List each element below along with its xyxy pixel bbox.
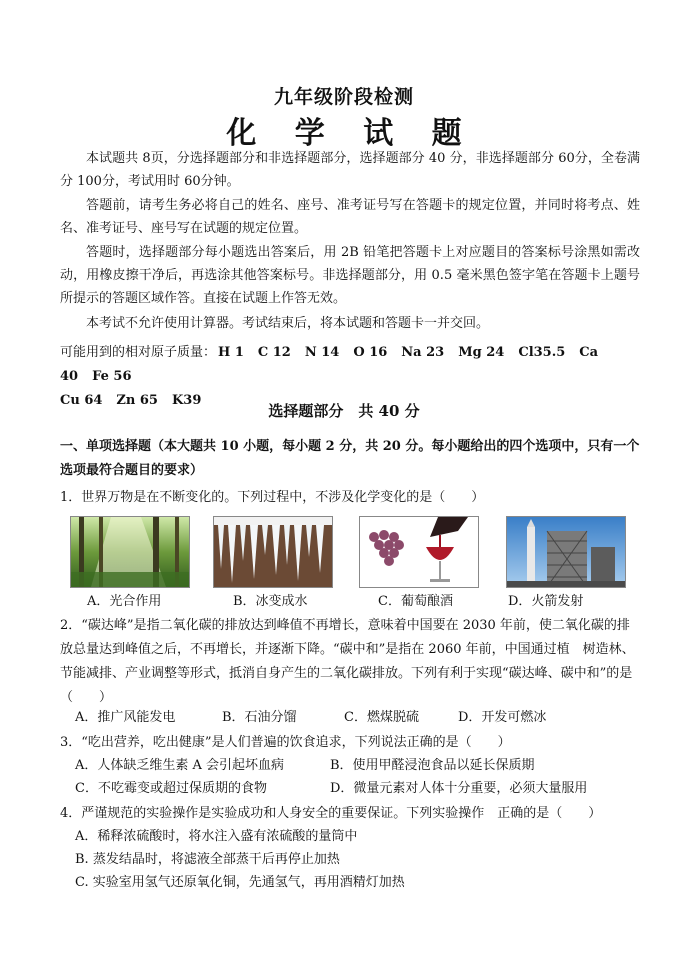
atomic-mass-item: Zn 65: [116, 393, 158, 408]
question-4-option-a[interactable]: A．稀释浓硫酸时，将水注入盛有浓硫酸的量筒中: [75, 829, 358, 844]
question-2-stem: 2．“碳达峰”是指二氧化碳的排放达到峰值不再增长，意味着中国要在 2030 年前，使二氧化碳的排放总量达到峰值之后，不再增长，并逐渐下降。“碳中和”是指在 2060 年前，中国通过植 树造林、节能减排、产业调整等形式，抵消自身产生的二氧化碳排放。下列有利于实现“碳达峰、碳中和”的是（ ）: [60, 618, 635, 705]
intro-paragraph-1: 本试题共 8页，分选择题部分和非选择题部分，选择题部分 40 分，非选择题部分 60分，全卷满分 100分，考试用时 60分钟。: [60, 151, 640, 189]
exam-title: 化 学 试 题: [226, 116, 476, 151]
question-3-option-a[interactable]: A．人体缺乏维生素 A 会引起坏血病: [75, 758, 285, 773]
atomic-mass-item: Cu 64: [60, 393, 103, 408]
intro-paragraph-4: 本考试不允许使用计算器。考试结束后，将本试题和答题卡一并交回。: [86, 316, 490, 331]
atomic-mass-item: Na 23: [401, 345, 445, 360]
atomic-mass-item: K39: [171, 393, 202, 408]
atomic-mass-item: Fe 56: [92, 369, 132, 384]
intro-paragraph-2: 答题前，请考生务必将自己的姓名、座号、准考证号写在答题卡的规定位置，并同时将考点、姓名、准考证号、座号写在试题的规定位置。: [60, 198, 640, 236]
atomic-mass-item: C 12: [257, 345, 291, 360]
question-2-option-b[interactable]: B．石油分馏: [222, 710, 297, 725]
atomic-mass-item: Mg 24: [458, 345, 505, 360]
atomic-mass-label: 可能用到的相对原子质量：: [60, 345, 217, 360]
question-3-option-d[interactable]: D．微量元素对人体十分重要，必须大量服用: [330, 781, 588, 796]
intro-paragraph-3: 答题时，选择题部分每小题选出答案后，用 2B 铅笔把答题卡上对应题目的答案标号涂黑如需改动，用橡皮擦干净后，再选涂其他答案标号。非选择题部分，用 0.5 毫米黑色签字笔在答题卡上题号所提示的答题区域作答。直接在试题上作答无效。: [60, 245, 640, 306]
section-instruction: 一、单项选择题（本大题共 10 小题，每小题 2 分，共 20 分。每小题给出的四个选项中，只有一个选项最符合题目的要求）: [60, 439, 640, 478]
question-2-option-a[interactable]: A．推广风能发电: [75, 710, 176, 725]
atomic-mass-item: Ca 40: [60, 345, 599, 384]
rocket-launch-image: [506, 516, 626, 588]
question-1-option-d[interactable]: D．火箭发射: [508, 594, 584, 609]
exam-subtitle: 九年级阶段检测: [273, 86, 414, 108]
question-3-option-c[interactable]: C．不吃霉变或超过保质期的食物: [75, 781, 267, 796]
question-1-option-c[interactable]: C．葡萄酿酒: [378, 594, 453, 609]
question-4-option-b[interactable]: B. 蒸发结晶时，将滤液全部蒸干后再停止加热: [75, 852, 340, 867]
grape-wine-image: [359, 516, 479, 588]
question-3-stem: 3．“吃出营养，吃出健康”是人们普遍的饮食追求，下列说法正确的是（ ）: [60, 735, 511, 750]
atomic-mass-item: Cl35.5: [518, 345, 566, 360]
atomic-mass-item: O 16: [353, 345, 388, 360]
question-1-option-b[interactable]: B．冰变成水: [233, 594, 308, 609]
atomic-mass-item: H 1: [218, 345, 244, 360]
question-3-option-b[interactable]: B．使用甲醛浸泡食品以延长保质期: [330, 758, 535, 773]
atomic-mass-item: N 14: [304, 345, 340, 360]
question-1-option-a[interactable]: A．光合作用: [87, 594, 162, 609]
icicle-image: [213, 516, 333, 588]
section-title: 选择题部分 共 40 分: [268, 402, 420, 420]
question-4-stem: 4．严谨规范的实验操作是实验成功和人身安全的重要保证。下列实验操作 正确的是（ ）: [60, 806, 602, 821]
question-1-stem: 1．世界万物是在不断变化的。下列过程中，不涉及化学变化的是（ ）: [60, 490, 485, 505]
question-2-option-c[interactable]: C．燃煤脱硫: [344, 710, 419, 725]
forest-image: [70, 516, 190, 588]
question-2-option-d[interactable]: D．开发可燃冰: [458, 710, 547, 725]
question-4-option-c[interactable]: C. 实验室用氢气还原氧化铜，先通氢气，再用酒精灯加热: [75, 875, 405, 890]
